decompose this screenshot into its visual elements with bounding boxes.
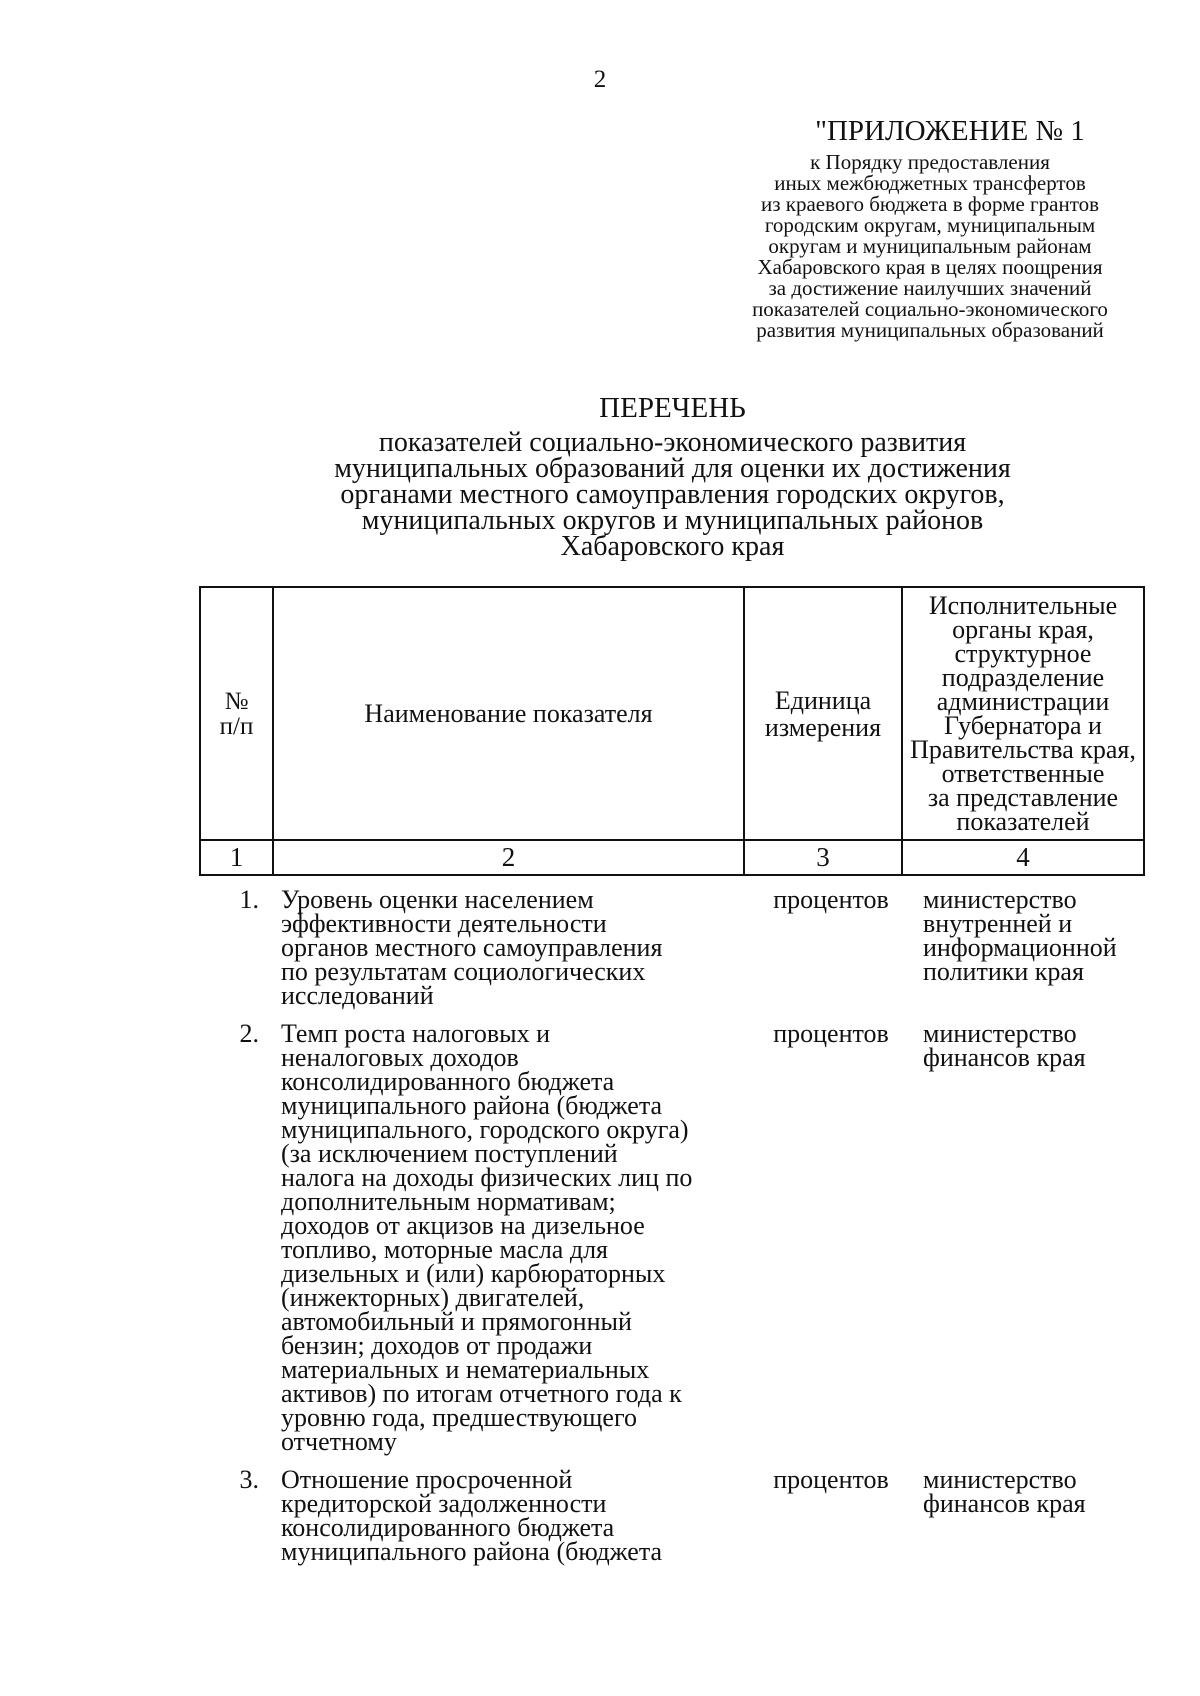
appendix-title: "ПРИЛОЖЕНИЕ № 1 [815,115,1085,147]
appendix-block [720,116,1140,341]
table-row [199,1019,1139,1456]
row-name-line: кредиторской задолженности [281,1489,607,1518]
subtitle-line: Хабаровского края [560,531,785,562]
row-name-line: бензин; доходов от продажи [281,1331,593,1360]
row-org [911,885,1133,1008]
row-name-line: муниципального, городского округа) [281,1115,689,1144]
row-org-line: финансов края [923,1489,1086,1518]
row-unit: процентов [773,885,889,914]
header-org-line: Правительства края, [910,734,1136,764]
row-name-line: консолидированного бюджета [281,1067,615,1096]
row-org-line: министерство [923,1019,1077,1048]
header-unit-line: измерения [764,712,882,742]
header-org-line: структурное [954,638,1092,668]
header-org [902,587,1144,840]
header-org-line: органы края, [952,614,1094,644]
row-name-line: топливо, моторные масла для [281,1235,609,1264]
row-name [269,1465,751,1566]
row-unit: процентов [773,1465,889,1494]
document-subtitle [300,427,1045,562]
row-org-line: министерство [923,1465,1077,1494]
appendix-line: развития муниципальных образований [756,318,1104,342]
row-name [269,885,751,1010]
header-row [200,587,1144,840]
header-org-line: ответственные [941,758,1105,788]
appendix-line: к Порядку предоставления [810,150,1050,174]
row-name-line: муниципального района (бюджета [281,1091,663,1120]
row-name-line: материальных и нематериальных [281,1355,650,1384]
header-org-line: за представление [927,782,1119,812]
table-row [199,885,1139,1010]
table-row [199,1465,1139,1566]
header-org-line: Губернатора и [944,710,1102,740]
header-table [199,586,1145,876]
row-org [911,1019,1133,1454]
row-org-line: внутренней и [923,909,1073,938]
page-number: 2 [593,66,607,93]
appendix-line: из краевого бюджета в форме грантов [760,192,1100,216]
header-num-line: № [224,687,249,715]
header-unit-line: Единица [774,685,872,715]
row-name-line: отчетному [281,1427,397,1456]
indicator-list [199,885,1139,1578]
row-name-line: исследований [281,981,434,1010]
header-org-line: Исполнительные [928,590,1118,620]
subtitle-line: органами местного самоуправления городских округов, [340,479,1005,510]
column-number: 3 [744,840,902,875]
appendix-line: Хабаровского края в целях поощрения [757,255,1103,279]
row-name-line: эффективности деятельности [281,909,607,938]
row-org-line: политики края [923,957,1084,986]
appendix-line: показателей социально-экономического [752,297,1108,321]
header-org-line: администрации [936,686,1110,716]
row-org-line: министерство [923,885,1077,914]
row-name-line: Уровень оценки населением [281,885,594,914]
appendix-line: иных межбюджетных трансфертов [774,171,1086,195]
row-name-line: налога на доходы физических лиц по [281,1163,693,1192]
row-name-line: муниципального района (бюджета [281,1537,663,1566]
header-org-line: показателей [956,806,1090,836]
subtitle-line: муниципальных образований для оценки их достижения [334,453,1011,484]
row-number: 3. [239,1465,259,1494]
row-number: 2. [239,1019,259,1048]
row-org-line: информационной [923,933,1117,962]
row-name-line: активов) по итогам отчетного года к [281,1379,682,1408]
row-name-line: неналоговых доходов [281,1043,519,1072]
row-name-line: (инжекторных) двигателей, [281,1283,585,1312]
row-org-line: финансов края [923,1043,1086,1072]
row-org [911,1465,1133,1564]
row-name-line: Отношение просроченной [281,1465,573,1494]
header-name: Наименование показателя [273,587,744,840]
document-title: ПЕРЕЧЕНЬ [599,392,746,424]
row-name [269,1019,751,1456]
row-name-line: Темп роста налоговых и [281,1019,551,1048]
row-name-line: доходов от акцизов на дизельное [281,1211,645,1240]
row-unit: процентов [773,1019,889,1048]
row-name-line: дополнительным нормативам; [281,1187,616,1216]
header-num-line: п/п [219,712,254,740]
appendix-line: за достижение наилучших значений [768,276,1092,300]
row-name-line: по результатам социологических [281,957,646,986]
column-number-row [200,840,1144,875]
appendix-line: городским округам, муниципальным [764,213,1096,237]
column-number: 2 [273,840,744,875]
subtitle-line: муниципальных округов и муниципальных районов [361,505,984,536]
subtitle-line: показателей социально-экономического развития [378,427,967,458]
appendix-line: округам и муниципальным районам [768,234,1092,258]
row-name-line: (за исключением поступлений [281,1139,618,1168]
column-number: 1 [200,840,273,875]
header-num [200,587,273,840]
row-name-line: органов местного самоуправления [281,933,663,962]
row-name-line: уровню года, предшествующего [281,1403,637,1432]
row-number: 1. [239,885,259,914]
row-name-line: автомобильный и прямогонный [281,1307,632,1336]
header-unit [744,587,902,840]
row-name-line: консолидированного бюджета [281,1513,615,1542]
header-org-line: подразделение [941,662,1105,692]
column-number: 4 [902,840,1144,875]
row-name-line: дизельных и (или) карбюраторных [281,1259,666,1288]
